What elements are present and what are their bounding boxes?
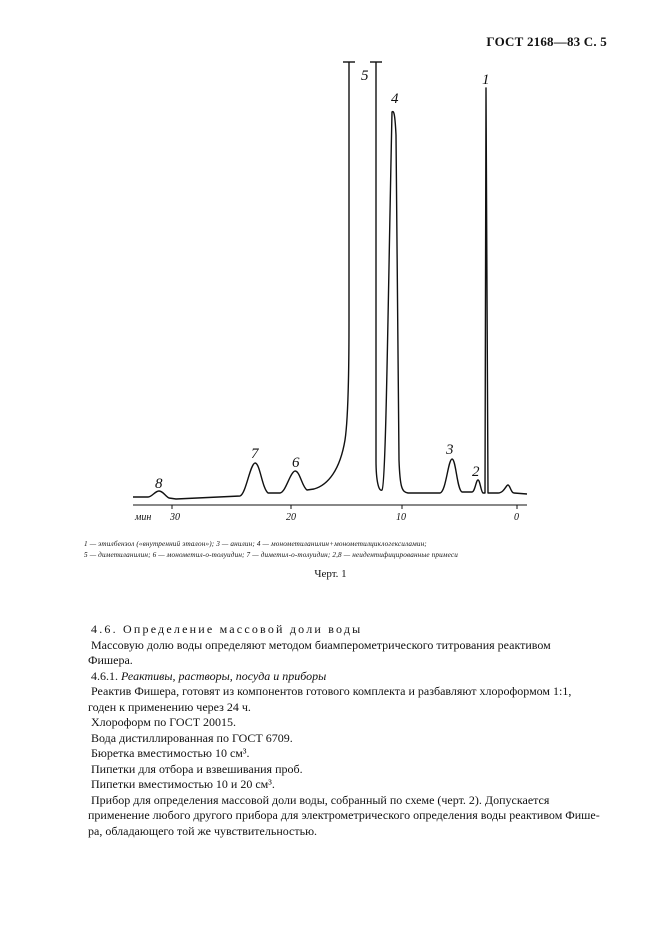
section-4-6-1-title: Реактивы, растворы, посуда и приборы xyxy=(121,668,327,683)
figure-reference: Черт. 1 xyxy=(314,568,347,580)
x-axis-label: мин xyxy=(135,512,152,523)
section-4-6-1-number: 4.6.1. xyxy=(91,668,118,683)
x-tick-label-30: 30 xyxy=(170,512,180,523)
chromatogram-trace xyxy=(133,62,527,499)
x-tick-label-0: 0 xyxy=(514,512,519,523)
apparatus-line-1: Прибор для определения массовой доли воды, собранный по схеме (черт. 2). Допускается xyxy=(91,792,550,807)
page-header: ГОСТ 2168—83 С. 5 xyxy=(486,34,607,49)
burette-line: Бюретка вместимостью 10 см³. xyxy=(91,746,250,760)
x-tick-label-10: 10 xyxy=(396,512,406,523)
section-4-6-para-line-2: Фишера. xyxy=(88,653,133,667)
apparatus-line-2: применение любого другого прибора для электрометрического определения воды реактивом Фише- xyxy=(88,808,600,822)
peak-label-7: 7 xyxy=(251,446,259,462)
peak-label-3: 3 xyxy=(446,442,454,458)
caption-line-1: 1 — этилбензол («внутренний эталон»); 3 — анилин; 4 — монометиланилин+монометилциклогексиламин; xyxy=(84,540,427,548)
pipettes-sampling-line: Пипетки для отбора и взвешивания проб. xyxy=(91,761,303,776)
pipettes-capacity-line: Пипетки вместимостью 10 и 20 см³. xyxy=(91,777,275,791)
fischer-reagent-line-2: годен к применению через 24 ч. xyxy=(88,699,251,714)
peak-label-8: 8 xyxy=(155,476,163,492)
section-4-6-heading: 4.6. Определение массовой доли воды xyxy=(91,622,363,636)
fischer-reagent-line-1: Реактив Фишера, готовят из компонентов готового комплекта и разбавляют хлороформом 1:1, xyxy=(91,684,572,698)
peak-label-4: 4 xyxy=(391,91,399,107)
peak-label-6: 6 xyxy=(292,455,300,471)
apparatus-line-3: ра, обладающего той же чувствительностью. xyxy=(88,823,318,838)
distilled-water-line: Вода дистиллированная по ГОСТ 6709. xyxy=(91,730,293,745)
chloroform-line: Хлороформ по ГОСТ 20015. xyxy=(91,715,237,729)
peak-label-2: 2 xyxy=(472,464,480,480)
body-text xyxy=(88,622,601,839)
caption-line-2: 5 — диметиланилин; 6 — монометил-о-толуидин; 7 — диметил-о-толуидин; 2,8 — неидентифицированные примеси xyxy=(84,551,458,559)
figure-caption xyxy=(84,539,604,561)
peak-label-5: 5 xyxy=(361,68,369,84)
x-tick-label-20: 20 xyxy=(286,512,296,523)
section-4-6-1-heading xyxy=(91,669,601,685)
peak-label-1: 1 xyxy=(482,72,490,88)
section-4-6-para-line-1: Массовую долю воды определяют методом биамперометрического титрования реактивом xyxy=(91,637,551,652)
